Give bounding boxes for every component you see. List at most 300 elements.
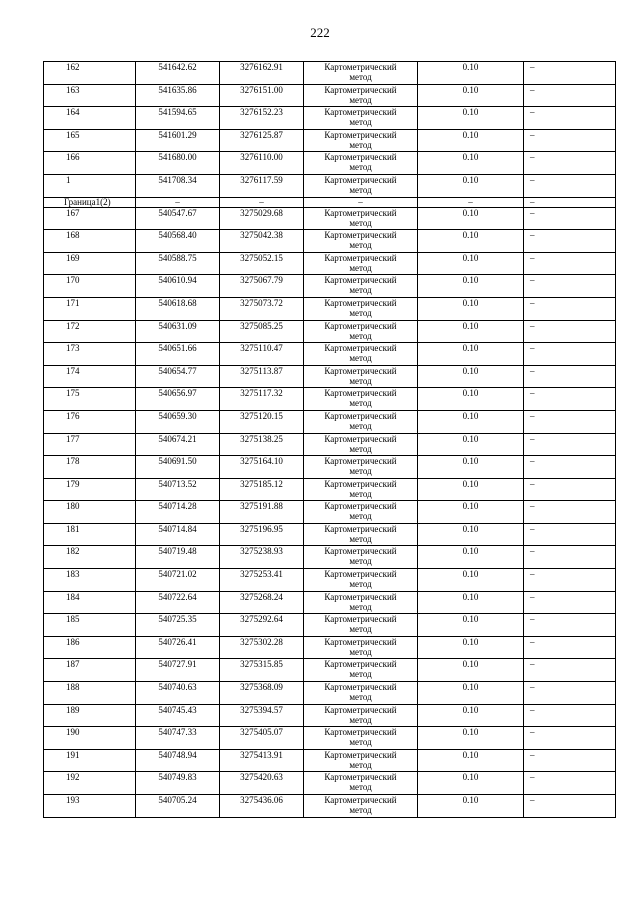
method-cell bbox=[304, 320, 418, 343]
note-cell: – bbox=[524, 591, 616, 614]
y-coordinate-cell: 3275113.87 bbox=[220, 365, 304, 388]
point-number-cell: 184 bbox=[44, 591, 136, 614]
method-line-2: метод bbox=[349, 240, 372, 251]
method-line-1: Картометрический bbox=[324, 591, 397, 602]
note-cell: – bbox=[524, 795, 616, 818]
table-row bbox=[44, 129, 616, 152]
section-dash-cell: – bbox=[304, 197, 418, 207]
point-number-cell: 188 bbox=[44, 682, 136, 705]
point-number-cell: 166 bbox=[44, 152, 136, 175]
method-line-1: Картометрический bbox=[324, 478, 397, 489]
accuracy-cell: 0.10 bbox=[418, 749, 524, 772]
table-row bbox=[44, 62, 616, 85]
method-line-1: Картометрический bbox=[324, 795, 397, 805]
method-line-1: Картометрический bbox=[324, 501, 397, 512]
method-cell bbox=[304, 569, 418, 592]
table-row bbox=[44, 174, 616, 197]
accuracy-cell: 0.10 bbox=[418, 107, 524, 130]
method-line-2: метод bbox=[349, 162, 372, 173]
point-number-cell: 176 bbox=[44, 410, 136, 433]
x-coordinate-cell: 540727.91 bbox=[136, 659, 220, 682]
accuracy-cell: 0.10 bbox=[418, 433, 524, 456]
note-cell: – bbox=[524, 636, 616, 659]
table-row bbox=[44, 772, 616, 795]
x-coordinate-cell: 540618.68 bbox=[136, 297, 220, 320]
note-cell: – bbox=[524, 501, 616, 524]
x-coordinate-cell: 540654.77 bbox=[136, 365, 220, 388]
method-cell bbox=[304, 546, 418, 569]
section-dash-cell: – bbox=[220, 197, 304, 207]
x-coordinate-cell: 540610.94 bbox=[136, 275, 220, 298]
table-row bbox=[44, 84, 616, 107]
table-row bbox=[44, 343, 616, 366]
point-number-cell: 193 bbox=[44, 795, 136, 818]
table-row bbox=[44, 107, 616, 130]
y-coordinate-cell: 3275196.95 bbox=[220, 523, 304, 546]
method-cell bbox=[304, 388, 418, 411]
note-cell: – bbox=[524, 343, 616, 366]
method-cell bbox=[304, 230, 418, 253]
method-cell bbox=[304, 129, 418, 152]
method-line-1: Картометрический bbox=[324, 129, 397, 140]
y-coordinate-cell: 3275413.91 bbox=[220, 749, 304, 772]
y-coordinate-cell: 3275292.64 bbox=[220, 614, 304, 637]
x-coordinate-cell: 540748.94 bbox=[136, 749, 220, 772]
x-coordinate-cell: 540659.30 bbox=[136, 410, 220, 433]
method-line-2: метод bbox=[349, 533, 372, 544]
table-row bbox=[44, 478, 616, 501]
note-cell: – bbox=[524, 107, 616, 130]
method-line-2: метод bbox=[349, 624, 372, 635]
point-number-cell: 182 bbox=[44, 546, 136, 569]
accuracy-cell: 0.10 bbox=[418, 129, 524, 152]
method-line-2: метод bbox=[349, 285, 372, 296]
accuracy-cell: 0.10 bbox=[418, 704, 524, 727]
method-line-1: Картометрический bbox=[324, 456, 397, 467]
table-row bbox=[44, 433, 616, 456]
y-coordinate-cell: 3275185.12 bbox=[220, 478, 304, 501]
accuracy-cell: 0.10 bbox=[418, 614, 524, 637]
note-cell: – bbox=[524, 704, 616, 727]
y-coordinate-cell: 3275120.15 bbox=[220, 410, 304, 433]
accuracy-cell: 0.10 bbox=[418, 62, 524, 85]
y-coordinate-cell: 3275029.68 bbox=[220, 207, 304, 230]
section-row bbox=[44, 197, 616, 207]
x-coordinate-cell: 540714.84 bbox=[136, 523, 220, 546]
method-cell bbox=[304, 297, 418, 320]
point-number-cell: 175 bbox=[44, 388, 136, 411]
accuracy-cell: 0.10 bbox=[418, 84, 524, 107]
point-number-cell: 187 bbox=[44, 659, 136, 682]
note-cell: – bbox=[524, 614, 616, 637]
point-number-cell: 179 bbox=[44, 478, 136, 501]
method-line-2: метод bbox=[349, 94, 372, 105]
method-line-2: метод bbox=[349, 782, 372, 793]
y-coordinate-cell: 3275164.10 bbox=[220, 456, 304, 479]
point-number-cell: 165 bbox=[44, 129, 136, 152]
method-line-2: метод bbox=[349, 466, 372, 477]
method-cell bbox=[304, 410, 418, 433]
method-line-2: метод bbox=[349, 353, 372, 364]
y-coordinate-cell: 3275405.07 bbox=[220, 727, 304, 750]
method-line-1: Картометрический bbox=[324, 365, 397, 376]
method-line-1: Картометрический bbox=[324, 297, 397, 308]
note-cell: – bbox=[524, 84, 616, 107]
note-cell: – bbox=[524, 569, 616, 592]
point-number-cell: 163 bbox=[44, 84, 136, 107]
x-coordinate-cell: 541680.00 bbox=[136, 152, 220, 175]
method-line-1: Картометрический bbox=[324, 704, 397, 715]
y-coordinate-cell: 3275073.72 bbox=[220, 297, 304, 320]
method-line-1: Картометрический bbox=[324, 682, 397, 693]
table-row bbox=[44, 365, 616, 388]
method-line-2: метод bbox=[349, 184, 372, 195]
accuracy-cell: 0.10 bbox=[418, 501, 524, 524]
accuracy-cell: 0.10 bbox=[418, 297, 524, 320]
x-coordinate-cell: 540631.09 bbox=[136, 320, 220, 343]
note-cell: – bbox=[524, 152, 616, 175]
y-coordinate-cell: 3275436.06 bbox=[220, 795, 304, 818]
point-number-cell: 190 bbox=[44, 727, 136, 750]
note-cell: – bbox=[524, 682, 616, 705]
y-coordinate-cell: 3276152.23 bbox=[220, 107, 304, 130]
accuracy-cell: 0.10 bbox=[418, 343, 524, 366]
table-row bbox=[44, 410, 616, 433]
method-line-2: метод bbox=[349, 262, 372, 273]
accuracy-cell: 0.10 bbox=[418, 275, 524, 298]
x-coordinate-cell: 540722.64 bbox=[136, 591, 220, 614]
section-title-cell: Граница1(2) bbox=[44, 197, 136, 207]
method-line-1: Картометрический bbox=[324, 152, 397, 163]
y-coordinate-cell: 3275315.85 bbox=[220, 659, 304, 682]
note-cell: – bbox=[524, 252, 616, 275]
method-line-2: метод bbox=[349, 443, 372, 454]
method-line-1: Картометрический bbox=[324, 410, 397, 421]
point-number-cell: 164 bbox=[44, 107, 136, 130]
note-cell: – bbox=[524, 230, 616, 253]
point-number-cell: 192 bbox=[44, 772, 136, 795]
accuracy-cell: 0.10 bbox=[418, 795, 524, 818]
y-coordinate-cell: 3275238.93 bbox=[220, 546, 304, 569]
point-number-cell: 191 bbox=[44, 749, 136, 772]
method-line-2: метод bbox=[349, 714, 372, 725]
y-coordinate-cell: 3275253.41 bbox=[220, 569, 304, 592]
note-cell: – bbox=[524, 297, 616, 320]
y-coordinate-cell: 3275302.28 bbox=[220, 636, 304, 659]
table-row bbox=[44, 252, 616, 275]
note-cell: – bbox=[524, 129, 616, 152]
page-number: 222 bbox=[310, 25, 330, 40]
point-number-cell: 170 bbox=[44, 275, 136, 298]
note-cell: – bbox=[524, 772, 616, 795]
x-coordinate-cell: 541635.86 bbox=[136, 84, 220, 107]
note-cell: – bbox=[524, 456, 616, 479]
method-line-2: метод bbox=[349, 646, 372, 657]
y-coordinate-cell: 3275368.09 bbox=[220, 682, 304, 705]
method-cell bbox=[304, 84, 418, 107]
y-coordinate-cell: 3276110.00 bbox=[220, 152, 304, 175]
x-coordinate-cell: 540705.24 bbox=[136, 795, 220, 818]
method-line-2: метод bbox=[349, 601, 372, 612]
method-line-1: Картометрический bbox=[324, 727, 397, 738]
y-coordinate-cell: 3275191.88 bbox=[220, 501, 304, 524]
point-number-cell: 173 bbox=[44, 343, 136, 366]
table-row bbox=[44, 704, 616, 727]
method-line-1: Картометрический bbox=[324, 569, 397, 580]
x-coordinate-cell: 540714.28 bbox=[136, 501, 220, 524]
table-row bbox=[44, 727, 616, 750]
method-line-2: метод bbox=[349, 511, 372, 522]
method-line-1: Картометрический bbox=[324, 207, 397, 218]
x-coordinate-cell: 540674.21 bbox=[136, 433, 220, 456]
method-line-2: метод bbox=[349, 139, 372, 150]
x-coordinate-cell: 540656.97 bbox=[136, 388, 220, 411]
point-number-cell: 174 bbox=[44, 365, 136, 388]
method-line-2: метод bbox=[349, 669, 372, 680]
accuracy-cell: 0.10 bbox=[418, 523, 524, 546]
method-cell bbox=[304, 772, 418, 795]
method-line-2: метод bbox=[349, 692, 372, 703]
x-coordinate-cell: 540745.43 bbox=[136, 704, 220, 727]
table-row bbox=[44, 297, 616, 320]
table-row bbox=[44, 636, 616, 659]
accuracy-cell: 0.10 bbox=[418, 174, 524, 197]
table-row bbox=[44, 230, 616, 253]
table-row bbox=[44, 591, 616, 614]
method-cell bbox=[304, 252, 418, 275]
method-line-2: метод bbox=[349, 488, 372, 499]
point-number-cell: 167 bbox=[44, 207, 136, 230]
method-cell bbox=[304, 152, 418, 175]
coordinates-table bbox=[43, 61, 616, 818]
y-coordinate-cell: 3276117.59 bbox=[220, 174, 304, 197]
x-coordinate-cell: 540740.63 bbox=[136, 682, 220, 705]
method-line-1: Картометрический bbox=[324, 772, 397, 783]
method-cell bbox=[304, 682, 418, 705]
accuracy-cell: 0.10 bbox=[418, 230, 524, 253]
method-line-1: Картометрический bbox=[324, 343, 397, 354]
point-number-cell: 183 bbox=[44, 569, 136, 592]
x-coordinate-cell: 540726.41 bbox=[136, 636, 220, 659]
method-line-2: метод bbox=[349, 330, 372, 341]
x-coordinate-cell: 540721.02 bbox=[136, 569, 220, 592]
accuracy-cell: 0.10 bbox=[418, 727, 524, 750]
accuracy-cell: 0.10 bbox=[418, 636, 524, 659]
method-cell bbox=[304, 478, 418, 501]
method-line-1: Картометрический bbox=[324, 546, 397, 557]
note-cell: – bbox=[524, 433, 616, 456]
y-coordinate-cell: 3275268.24 bbox=[220, 591, 304, 614]
table-row bbox=[44, 456, 616, 479]
method-line-1: Картометрический bbox=[324, 433, 397, 444]
x-coordinate-cell: 540747.33 bbox=[136, 727, 220, 750]
point-number-cell: 168 bbox=[44, 230, 136, 253]
y-coordinate-cell: 3275420.63 bbox=[220, 772, 304, 795]
point-number-cell: 186 bbox=[44, 636, 136, 659]
x-coordinate-cell: 540725.35 bbox=[136, 614, 220, 637]
method-line-2: метод bbox=[349, 759, 372, 770]
method-cell bbox=[304, 501, 418, 524]
note-cell: – bbox=[524, 659, 616, 682]
method-line-2: метод bbox=[349, 805, 372, 815]
method-cell bbox=[304, 107, 418, 130]
y-coordinate-cell: 3276125.87 bbox=[220, 129, 304, 152]
point-number-cell: 178 bbox=[44, 456, 136, 479]
x-coordinate-cell: 540719.48 bbox=[136, 546, 220, 569]
method-line-1: Картометрический bbox=[324, 659, 397, 670]
note-cell: – bbox=[524, 749, 616, 772]
section-dash-cell: – bbox=[136, 197, 220, 207]
table-row bbox=[44, 569, 616, 592]
method-line-2: метод bbox=[349, 737, 372, 748]
x-coordinate-cell: 540568.40 bbox=[136, 230, 220, 253]
accuracy-cell: 0.10 bbox=[418, 388, 524, 411]
point-number-cell: 180 bbox=[44, 501, 136, 524]
method-cell bbox=[304, 795, 418, 818]
y-coordinate-cell: 3275110.47 bbox=[220, 343, 304, 366]
x-coordinate-cell: 540749.83 bbox=[136, 772, 220, 795]
accuracy-cell: 0.10 bbox=[418, 546, 524, 569]
note-cell: – bbox=[524, 365, 616, 388]
method-line-2: метод bbox=[349, 217, 372, 228]
x-coordinate-cell: 540651.66 bbox=[136, 343, 220, 366]
table-row bbox=[44, 749, 616, 772]
accuracy-cell: 0.10 bbox=[418, 772, 524, 795]
method-line-1: Картометрический bbox=[324, 174, 397, 185]
note-cell: – bbox=[524, 320, 616, 343]
point-number-cell: 171 bbox=[44, 297, 136, 320]
x-coordinate-cell: 540547.67 bbox=[136, 207, 220, 230]
method-cell bbox=[304, 433, 418, 456]
table-row bbox=[44, 682, 616, 705]
method-cell bbox=[304, 614, 418, 637]
accuracy-cell: 0.10 bbox=[418, 207, 524, 230]
method-line-2: метод bbox=[349, 375, 372, 386]
accuracy-cell: 0.10 bbox=[418, 478, 524, 501]
method-line-2: метод bbox=[349, 117, 372, 128]
y-coordinate-cell: 3276151.00 bbox=[220, 84, 304, 107]
table-row bbox=[44, 795, 616, 818]
method-line-1: Картометрический bbox=[324, 636, 397, 647]
accuracy-cell: 0.10 bbox=[418, 659, 524, 682]
method-cell bbox=[304, 343, 418, 366]
method-line-1: Картометрический bbox=[324, 252, 397, 263]
table-row bbox=[44, 275, 616, 298]
method-cell bbox=[304, 275, 418, 298]
method-cell bbox=[304, 456, 418, 479]
method-line-1: Картометрический bbox=[324, 614, 397, 625]
accuracy-cell: 0.10 bbox=[418, 456, 524, 479]
method-cell bbox=[304, 727, 418, 750]
table-row bbox=[44, 388, 616, 411]
y-coordinate-cell: 3276162.91 bbox=[220, 62, 304, 85]
accuracy-cell: 0.10 bbox=[418, 569, 524, 592]
table-row bbox=[44, 501, 616, 524]
method-line-1: Картометрический bbox=[324, 320, 397, 331]
point-number-cell: 189 bbox=[44, 704, 136, 727]
table-row bbox=[44, 614, 616, 637]
method-cell bbox=[304, 62, 418, 85]
note-cell: – bbox=[524, 546, 616, 569]
x-coordinate-cell: 541642.62 bbox=[136, 62, 220, 85]
accuracy-cell: 0.10 bbox=[418, 682, 524, 705]
point-number-cell: 185 bbox=[44, 614, 136, 637]
point-number-cell: 177 bbox=[44, 433, 136, 456]
x-coordinate-cell: 540691.50 bbox=[136, 456, 220, 479]
x-coordinate-cell: 540588.75 bbox=[136, 252, 220, 275]
table-row bbox=[44, 523, 616, 546]
method-line-2: метод bbox=[349, 420, 372, 431]
method-line-2: метод bbox=[349, 556, 372, 567]
method-cell bbox=[304, 749, 418, 772]
y-coordinate-cell: 3275117.32 bbox=[220, 388, 304, 411]
point-number-cell: 162 bbox=[44, 62, 136, 85]
y-coordinate-cell: 3275138.25 bbox=[220, 433, 304, 456]
point-number-cell: 172 bbox=[44, 320, 136, 343]
method-line-2: метод bbox=[349, 307, 372, 318]
note-cell: – bbox=[524, 388, 616, 411]
method-cell bbox=[304, 207, 418, 230]
table-row bbox=[44, 152, 616, 175]
method-line-2: метод bbox=[349, 579, 372, 590]
accuracy-cell: 0.10 bbox=[418, 152, 524, 175]
method-cell bbox=[304, 704, 418, 727]
note-cell: – bbox=[524, 523, 616, 546]
x-coordinate-cell: 541594.65 bbox=[136, 107, 220, 130]
table-row bbox=[44, 207, 616, 230]
table-row bbox=[44, 546, 616, 569]
method-cell bbox=[304, 174, 418, 197]
accuracy-cell: 0.10 bbox=[418, 591, 524, 614]
method-line-1: Картометрический bbox=[324, 62, 397, 72]
section-dash-cell: – bbox=[524, 197, 616, 207]
method-cell bbox=[304, 365, 418, 388]
y-coordinate-cell: 3275067.79 bbox=[220, 275, 304, 298]
y-coordinate-cell: 3275085.25 bbox=[220, 320, 304, 343]
method-line-1: Картометрический bbox=[324, 523, 397, 534]
note-cell: – bbox=[524, 174, 616, 197]
method-line-1: Картометрический bbox=[324, 749, 397, 760]
method-line-2: метод bbox=[349, 398, 372, 409]
accuracy-cell: 0.10 bbox=[418, 252, 524, 275]
section-dash-cell: – bbox=[418, 197, 524, 207]
y-coordinate-cell: 3275394.57 bbox=[220, 704, 304, 727]
note-cell: – bbox=[524, 275, 616, 298]
method-line-1: Картометрический bbox=[324, 388, 397, 399]
accuracy-cell: 0.10 bbox=[418, 365, 524, 388]
x-coordinate-cell: 541601.29 bbox=[136, 129, 220, 152]
method-cell bbox=[304, 591, 418, 614]
note-cell: – bbox=[524, 207, 616, 230]
method-cell bbox=[304, 523, 418, 546]
accuracy-cell: 0.10 bbox=[418, 410, 524, 433]
method-line-2: метод bbox=[349, 72, 372, 82]
note-cell: – bbox=[524, 410, 616, 433]
method-line-1: Картометрический bbox=[324, 230, 397, 241]
method-line-1: Картометрический bbox=[324, 84, 397, 95]
method-cell bbox=[304, 659, 418, 682]
x-coordinate-cell: 541708.34 bbox=[136, 174, 220, 197]
note-cell: – bbox=[524, 727, 616, 750]
note-cell: – bbox=[524, 478, 616, 501]
y-coordinate-cell: 3275042.38 bbox=[220, 230, 304, 253]
table-row bbox=[44, 659, 616, 682]
note-cell: – bbox=[524, 62, 616, 85]
x-coordinate-cell: 540713.52 bbox=[136, 478, 220, 501]
method-line-1: Картометрический bbox=[324, 275, 397, 286]
y-coordinate-cell: 3275052.15 bbox=[220, 252, 304, 275]
point-number-cell: 181 bbox=[44, 523, 136, 546]
